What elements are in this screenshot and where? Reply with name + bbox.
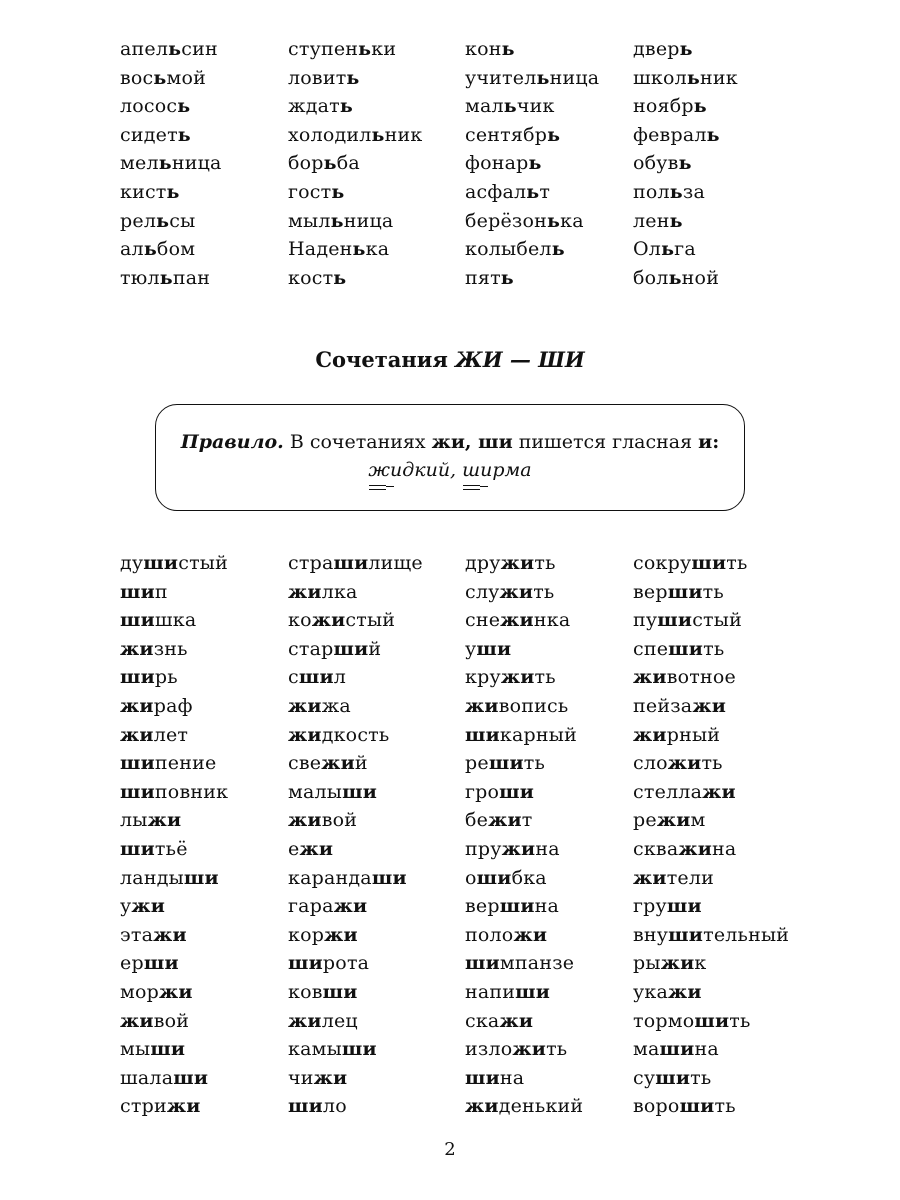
word-item: кружить [465, 666, 556, 689]
word-item: сидеть [120, 123, 191, 146]
word-item: ежи [288, 837, 334, 860]
word-item: гроши [465, 780, 535, 803]
word-item: гость [288, 180, 345, 203]
word-item: животное [633, 666, 736, 689]
word-item: шикарный [465, 723, 577, 746]
word-item: положи [465, 923, 548, 946]
word-item: конь [465, 38, 515, 60]
word-item: сложить [633, 752, 723, 775]
word-item: страшилище [288, 552, 423, 574]
word-item: коржи [288, 923, 358, 946]
word-item: лень [633, 209, 683, 232]
word-item: шина [465, 1066, 525, 1089]
word-item: ждать [288, 95, 353, 118]
word-item: пять [465, 266, 514, 289]
rule-examples: жи дкий, ши рма [156, 459, 744, 481]
word-item: изложить [465, 1038, 568, 1061]
word-item: моржи [120, 980, 193, 1003]
word-item: жиденький [465, 1095, 584, 1118]
word-item: февраль [633, 123, 720, 146]
word-item: режим [633, 809, 706, 832]
word-item: этажи [120, 923, 187, 946]
word-item: живой [120, 1009, 190, 1032]
word-item: гаражи [288, 895, 368, 918]
word-item: ошибка [465, 866, 547, 889]
word-item: вершина [465, 895, 560, 918]
word-item: обувь [633, 152, 692, 175]
word-item: жизнь [120, 637, 188, 660]
page-number: 2 [444, 1139, 456, 1160]
example-underlined-syllable: ши [462, 459, 492, 481]
word-item: живопись [465, 694, 569, 717]
word-item: свежий [288, 752, 368, 775]
word-item: школьник [633, 66, 738, 89]
word-item: бежит [465, 809, 533, 832]
rule-box [155, 404, 745, 511]
word-item: мыши [120, 1038, 186, 1061]
word-item: шимпанзе [465, 952, 575, 975]
word-item: альбом [120, 238, 196, 261]
word-item: ноябрь [633, 95, 707, 118]
word-item: ерши [120, 952, 179, 975]
word-item: малыши [288, 780, 378, 803]
word-item: кисть [120, 180, 180, 203]
word-item: кожистый [288, 609, 396, 632]
soft-sign-word-list [120, 35, 803, 292]
word-item: пружина [465, 837, 560, 860]
word-item: ступеньки [288, 38, 397, 60]
zhi-shi-word-list [120, 549, 803, 1121]
word-item: берёзонька [465, 209, 584, 232]
word-item: снежинка [465, 609, 571, 632]
word-item: шишка [120, 609, 197, 632]
word-item: жилец [288, 1009, 358, 1032]
word-item: апельсин [120, 38, 218, 60]
word-item: мыльница [288, 209, 394, 232]
word-item: напиши [465, 980, 551, 1003]
word-item: ловить [288, 66, 360, 89]
word-item: Наденька [288, 238, 390, 261]
word-item: пушистый [633, 609, 742, 632]
word-item: жилка [288, 580, 358, 603]
word-item: стрижи [120, 1095, 201, 1118]
word-item: вершить [633, 580, 724, 603]
word-item: сушить [633, 1066, 712, 1089]
word-item: фонарь [465, 152, 542, 175]
word-item: машина [633, 1038, 719, 1061]
word-item: скважина [633, 837, 737, 860]
word-item: стеллажи [633, 780, 736, 803]
word-item: служить [465, 580, 555, 603]
word-item: камыши [288, 1038, 377, 1061]
word-item: пейзажи [633, 694, 726, 717]
word-item: асфальт [465, 180, 551, 203]
word-item: живой [288, 809, 358, 832]
word-item: груши [633, 895, 702, 918]
word-item: решить [465, 752, 546, 775]
word-item: ширь [120, 666, 178, 689]
word-item: жители [633, 866, 715, 889]
word-item: дверь [633, 38, 693, 60]
word-item: шило [288, 1095, 347, 1118]
word-item: сокрушить [633, 552, 748, 574]
word-item: карандаши [288, 866, 407, 889]
word-item: польза [633, 180, 706, 203]
word-item: уши [465, 637, 512, 660]
word-item: шиповник [120, 780, 229, 803]
word-item: сшил [288, 666, 347, 689]
word-item: ковши [288, 980, 358, 1003]
rule-vowel: и: [698, 431, 720, 453]
word-item: восьмой [120, 66, 206, 89]
word-item: лосось [120, 95, 191, 118]
word-item: жижа [288, 694, 351, 717]
word-item: учительница [465, 66, 600, 89]
word-item: рельсы [120, 209, 196, 232]
word-item: шипение [120, 752, 217, 775]
word-item: тюльпан [120, 266, 211, 289]
rule-text: Правило. В сочетаниях жи, ши пишется гласная и: [180, 431, 720, 453]
section-title: Сочетания ЖИ — ШИ [315, 347, 585, 372]
word-item: шип [120, 580, 168, 603]
word-item: колыбель [465, 238, 565, 261]
word-item: Ольга [633, 238, 696, 261]
word-item: скажи [465, 1009, 534, 1032]
word-item: ландыши [120, 866, 219, 889]
rule-letter-combinations: жи, ши [431, 431, 513, 453]
word-item: мельница [120, 152, 222, 175]
word-item: чижи [288, 1066, 348, 1089]
word-item: жилет [120, 723, 189, 746]
example-underlined-syllable: жи [368, 459, 402, 481]
word-item: сентябрь [465, 123, 561, 146]
word-item: укажи [633, 980, 702, 1003]
word-item: лыжи [120, 809, 182, 832]
word-item: спешить [633, 637, 725, 660]
word-item: шалаши [120, 1066, 209, 1089]
word-item: ужи [120, 895, 166, 918]
word-item: тормошить [633, 1009, 751, 1032]
word-item: жирный [633, 723, 721, 746]
section-title-emphasis: ЖИ — ШИ [455, 347, 585, 372]
word-item: шитьё [120, 837, 188, 860]
word-item: мальчик [465, 95, 555, 118]
word-item: кость [288, 266, 347, 289]
word-item: рыжик [633, 952, 707, 975]
word-item: жидкость [288, 723, 390, 746]
word-item: жираф [120, 694, 193, 717]
word-item: широта [288, 952, 370, 975]
word-item: холодильник [288, 123, 423, 146]
word-item: душистый [120, 552, 228, 574]
word-item: больной [633, 266, 720, 289]
rule-label: Правило. [180, 431, 284, 453]
word-item: дружить [465, 552, 556, 574]
word-item: борьба [288, 152, 360, 175]
word-item: старший [288, 637, 382, 660]
word-item: ворошить [633, 1095, 736, 1118]
word-item: внушительный [633, 923, 790, 946]
